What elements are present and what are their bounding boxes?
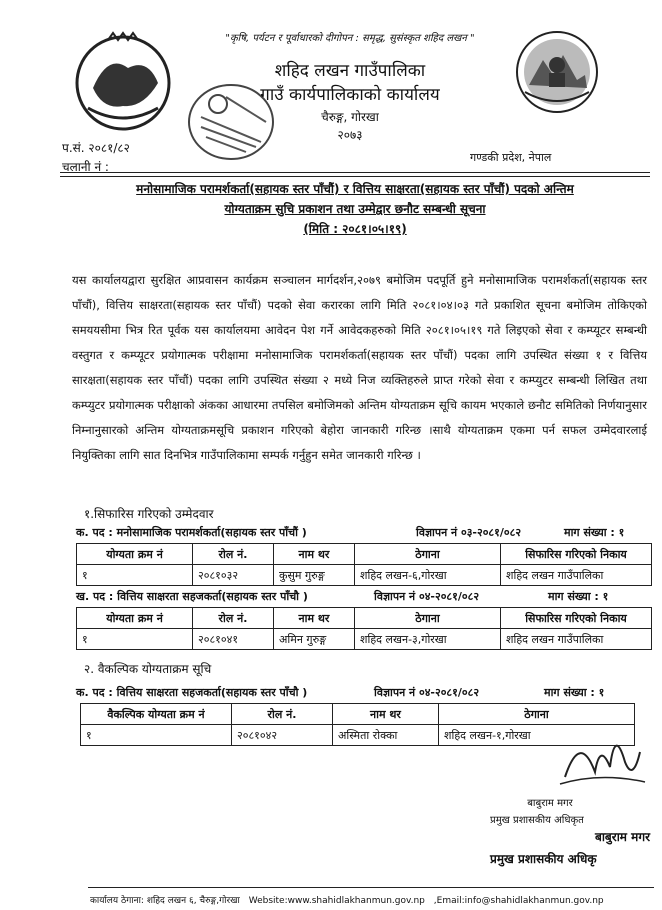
col-header: वैकल्पिक योग्यता क्रम नं (81, 704, 232, 725)
dispatch-number: चलानी नं : (62, 160, 109, 174)
table-row (77, 629, 652, 650)
office-year: २०७३ (337, 128, 363, 142)
col-header: सिफारिस गरिएको निकाय (501, 544, 652, 565)
section-1-heading: १.सिफारिस गरिएको उम्मेदवार (84, 507, 214, 521)
notice-subject-line-2: योग्यताक्रम सुचि प्रकाशन तथा उम्मेद्वार छनौट सम्बन्धी सूचना (224, 202, 486, 216)
table-cell: १ (77, 565, 193, 586)
col-header: योग्यता क्रम नं (77, 608, 193, 629)
province: गण्डकी प्रदेश, नेपाल (470, 151, 552, 164)
post-b-title: ख. पद : वित्तिय साक्षरता सहजकर्ता(सहायक स्तर पाँचौ ) (76, 590, 308, 603)
notice-subject-line-1: मनोसामाजिक परामर्शकर्ता(सहायक स्तर पाँचौं) र वित्तिय साक्षरता(सहायक स्तर पाँचौं) पदको अन्तिम (136, 182, 574, 196)
nepal-emblem-logo (68, 28, 178, 133)
post-c-demand: माग संख्या : १ (544, 686, 605, 699)
footer-divider (88, 887, 654, 888)
office-name: शहिद लखन गाउँपालिका (274, 61, 426, 81)
post-b-advert: विज्ञापन नं ०४-२०८१/०८२ (374, 590, 480, 603)
table-post-a (76, 543, 652, 586)
section-2-heading: २. वैकल्पिक योग्यताक्रम सूचि (84, 662, 212, 676)
signatory-name-stamp: बाबुराम मगर (594, 830, 650, 844)
table-cell: १ (77, 629, 193, 650)
table-post-b (76, 607, 652, 650)
table-header-row (77, 544, 652, 565)
office-executive-title: गाउँ कार्यपालिकाको कार्यालय (260, 85, 440, 105)
handwritten-signature (555, 722, 650, 792)
table-cell: २०८१०४१ (193, 629, 274, 650)
footer (90, 893, 655, 906)
col-header: ठेगाना (355, 608, 501, 629)
signatory-title-stamp: प्रमुख प्रशासकीय अधिकृ (490, 852, 597, 866)
table-cell: २०८१०४२ (232, 725, 333, 746)
footer-address: कार्यालय ठेगाना: शहिद लखन ६, चैरुङ्ग,गोरखा (90, 896, 240, 906)
table-cell: शहिद लखन-३,गोरखा (355, 629, 501, 650)
table-cell: २०८१०३२ (193, 565, 274, 586)
table-cell: शहिद लखन गाउँपालिका (501, 629, 652, 650)
table-cell: अस्मिता रोक्का (333, 725, 439, 746)
header-divider-2 (60, 176, 650, 177)
table-cell: शहिद लखन-१,गोरखा (439, 725, 635, 746)
post-b-demand: माग संख्या : १ (548, 590, 609, 603)
post-a-demand: माग संख्या : १ (564, 526, 625, 539)
table-row (77, 565, 652, 586)
footer-website: Website:www.shahidlakhanmun.gov.np (248, 896, 425, 906)
col-header: ठेगाना (355, 544, 501, 565)
col-header: सिफारिस गरिएको निकाय (501, 608, 652, 629)
post-a-title: क. पद : मनोसामाजिक परामर्शकर्ता(सहायक स्तर पाँचौं ) (76, 526, 307, 539)
header-divider (60, 172, 650, 173)
footer-email: ,Email:info@shahidlakhanmun.gov.np (433, 896, 604, 906)
post-a-advert: विज्ञापन नं ०३-२०८१/०८२ (416, 526, 522, 539)
col-header: योग्यता क्रम नं (77, 544, 193, 565)
col-header: रोल नं. (193, 608, 274, 629)
table-header-row (81, 704, 635, 725)
reference-number: प.सं. २०८१/८२ (62, 141, 130, 155)
table-cell: शहिद लखन-६,गोरखा (355, 565, 501, 586)
signatory-name-handwritten: बाबुराम मगर (527, 798, 573, 809)
post-c-title: क. पद : वित्तिय साक्षरता सहजकर्ता(सहायक स्तर पाँचौ ) (76, 686, 308, 699)
table-row (81, 725, 635, 746)
col-header: रोल नं. (232, 704, 333, 725)
table-header-row (77, 608, 652, 629)
col-header: नाम थर (274, 608, 355, 629)
table-cell: कुसुम गुरुङ्ग (274, 565, 355, 586)
post-c-advert: विज्ञापन नं ०४-२०८१/०८२ (374, 686, 480, 699)
table-cell: अमिन गुरुङ्ग (274, 629, 355, 650)
col-header: नाम थर (274, 544, 355, 565)
col-header: नाम थर (333, 704, 439, 725)
col-header: ठेगाना (439, 704, 635, 725)
municipality-emblem-logo (515, 30, 600, 115)
signatory-title-handwritten: प्रमुख प्रशासकीय अधिकृत (490, 815, 584, 826)
col-header: रोल नं. (193, 544, 274, 565)
table-alternative (80, 703, 635, 746)
motto: "कृषि, पर्यटन र पूर्वाधारको दीगोपन : समृद्ध, सुसंस्कृत शहिद लखन " (225, 33, 475, 44)
table-cell: शहिद लखन गाउँपालिका (501, 565, 652, 586)
table-cell: १ (81, 725, 232, 746)
office-location: चैरुङ्ग, गोरखा (321, 110, 379, 124)
notice-body: यस कार्यालयद्वारा सुरक्षित आप्रवासन कार्यक्रम सञ्चालन मार्गदर्शन,२०७९ बमोजिम पदपूर्ति हुने मनोसामाजिक परामर्शकर्ता(सहायक स्तर पाँचौं), वित्तिय साक्षरता(सहायक स्तर पाँचौं) पदको सेवा करारका लागि मिति २०८१।०४।०३ गते प्रकाशित सूचना बमोजिम तोकिएको समययसीमा भित्र रित पूर्वक यस कार्यालयमा आवेदन पेश गर्ने आवेदकहरुको मिति २०८१।०५।१९ गते लिइएको सेवा र कम्प्यूटर सम्बन्धी वस्तुगत र कम्प्यूटर प्रयोगात्मक परीक्षामा मनोसामाजिक परामर्शकर्ता(सहायक स्तर पाँचौं) पदका लागि उपस्थित संख्या १ र वित्तिय सारक्षता(सहायक स्तर पाँचौं) पदका लागि उपस्थित संख्या २ मध्ये निज व्यक्तिहरुले प्राप्त गरेको सेवा र कम्प्युटर सम्बन्धी लिखित तथा कम्प्युटर प्रयोगात्मक परीक्षाको अंकका आधारमा तपसिल बमोजिमको अन्तिम योग्यताक्रम सूचि कायम भएकाले छनौट समितिको निर्णयानुसार निम्नानुसारको अन्तिम योग्यताक्रमसूचि प्रकाशन गरिएको बेहोरा जानकारी गरिन्छ ।साथै योग्यताक्रम एकमा पर्न सफल उम्मेदवारलाई नियुक्तिका लागि सात दिनभित्र गाउँपालिकामा सम्पर्क गर्नुहुन समेत जानकारी गरिन्छ । (72, 273, 647, 462)
notice-date: (मिति : २०८१।०५।१९) (303, 222, 407, 236)
